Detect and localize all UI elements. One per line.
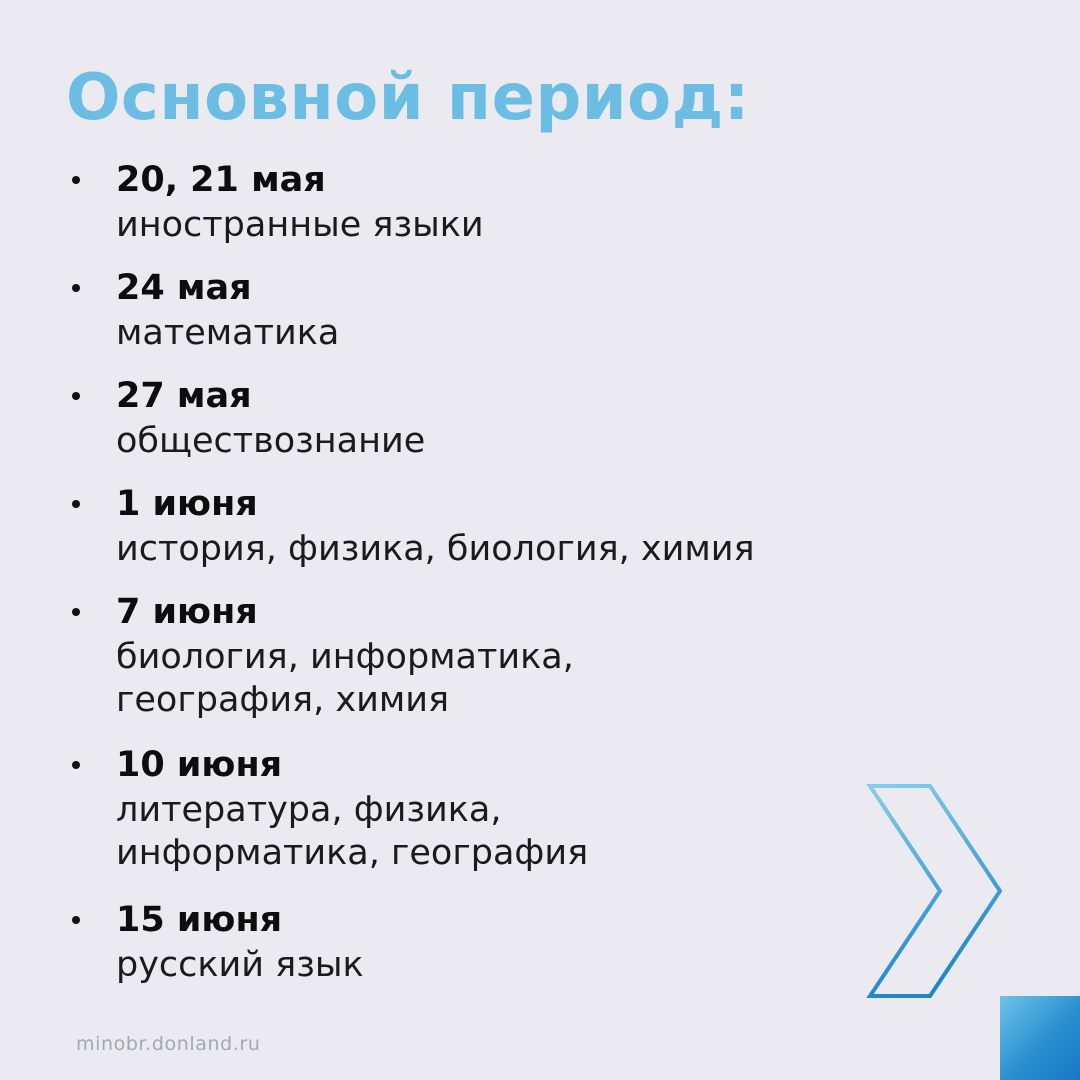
subjects-line: история, физика, биология, химия (116, 529, 755, 569)
schedule-date: 1 июня (116, 484, 258, 524)
bullet-icon (70, 900, 82, 940)
bullet-icon (70, 376, 82, 416)
schedule-subjects (116, 528, 755, 571)
subjects-line: обществознание (116, 421, 426, 461)
page-title: Основной период: (66, 61, 750, 135)
schedule-subjects (116, 420, 425, 463)
schedule-subjects (116, 789, 588, 875)
schedule-subjects (116, 204, 484, 247)
bullet-icon (70, 484, 82, 524)
bullet-icon (70, 268, 82, 308)
bullet-icon (70, 160, 82, 200)
subjects-line: литература, физика, (116, 790, 502, 830)
schedule-date: 10 июня (116, 745, 283, 785)
schedule-date: 7 июня (116, 592, 258, 632)
bullet-icon (70, 745, 82, 785)
schedule-date: 20, 21 мая (116, 160, 326, 200)
subjects-line: иностранные языки (116, 205, 484, 245)
schedule-subjects (116, 944, 364, 987)
schedule-subjects (116, 636, 574, 722)
schedule-date: 15 июня (116, 900, 283, 940)
bullet-icon (70, 592, 82, 632)
subjects-line: информатика, география (116, 833, 589, 873)
footer-website: minobr.donland.ru (76, 1033, 261, 1055)
schedule-date: 27 мая (116, 376, 252, 416)
corner-square-decoration (1000, 996, 1080, 1080)
subjects-line: математика (116, 313, 340, 353)
schedule-date: 24 мая (116, 268, 252, 308)
chevron-right-icon (860, 780, 1010, 1002)
subjects-line: русский язык (116, 945, 364, 985)
subjects-line: биология, информатика, (116, 637, 574, 677)
schedule-subjects (116, 312, 339, 355)
subjects-line: география, химия (116, 680, 450, 720)
